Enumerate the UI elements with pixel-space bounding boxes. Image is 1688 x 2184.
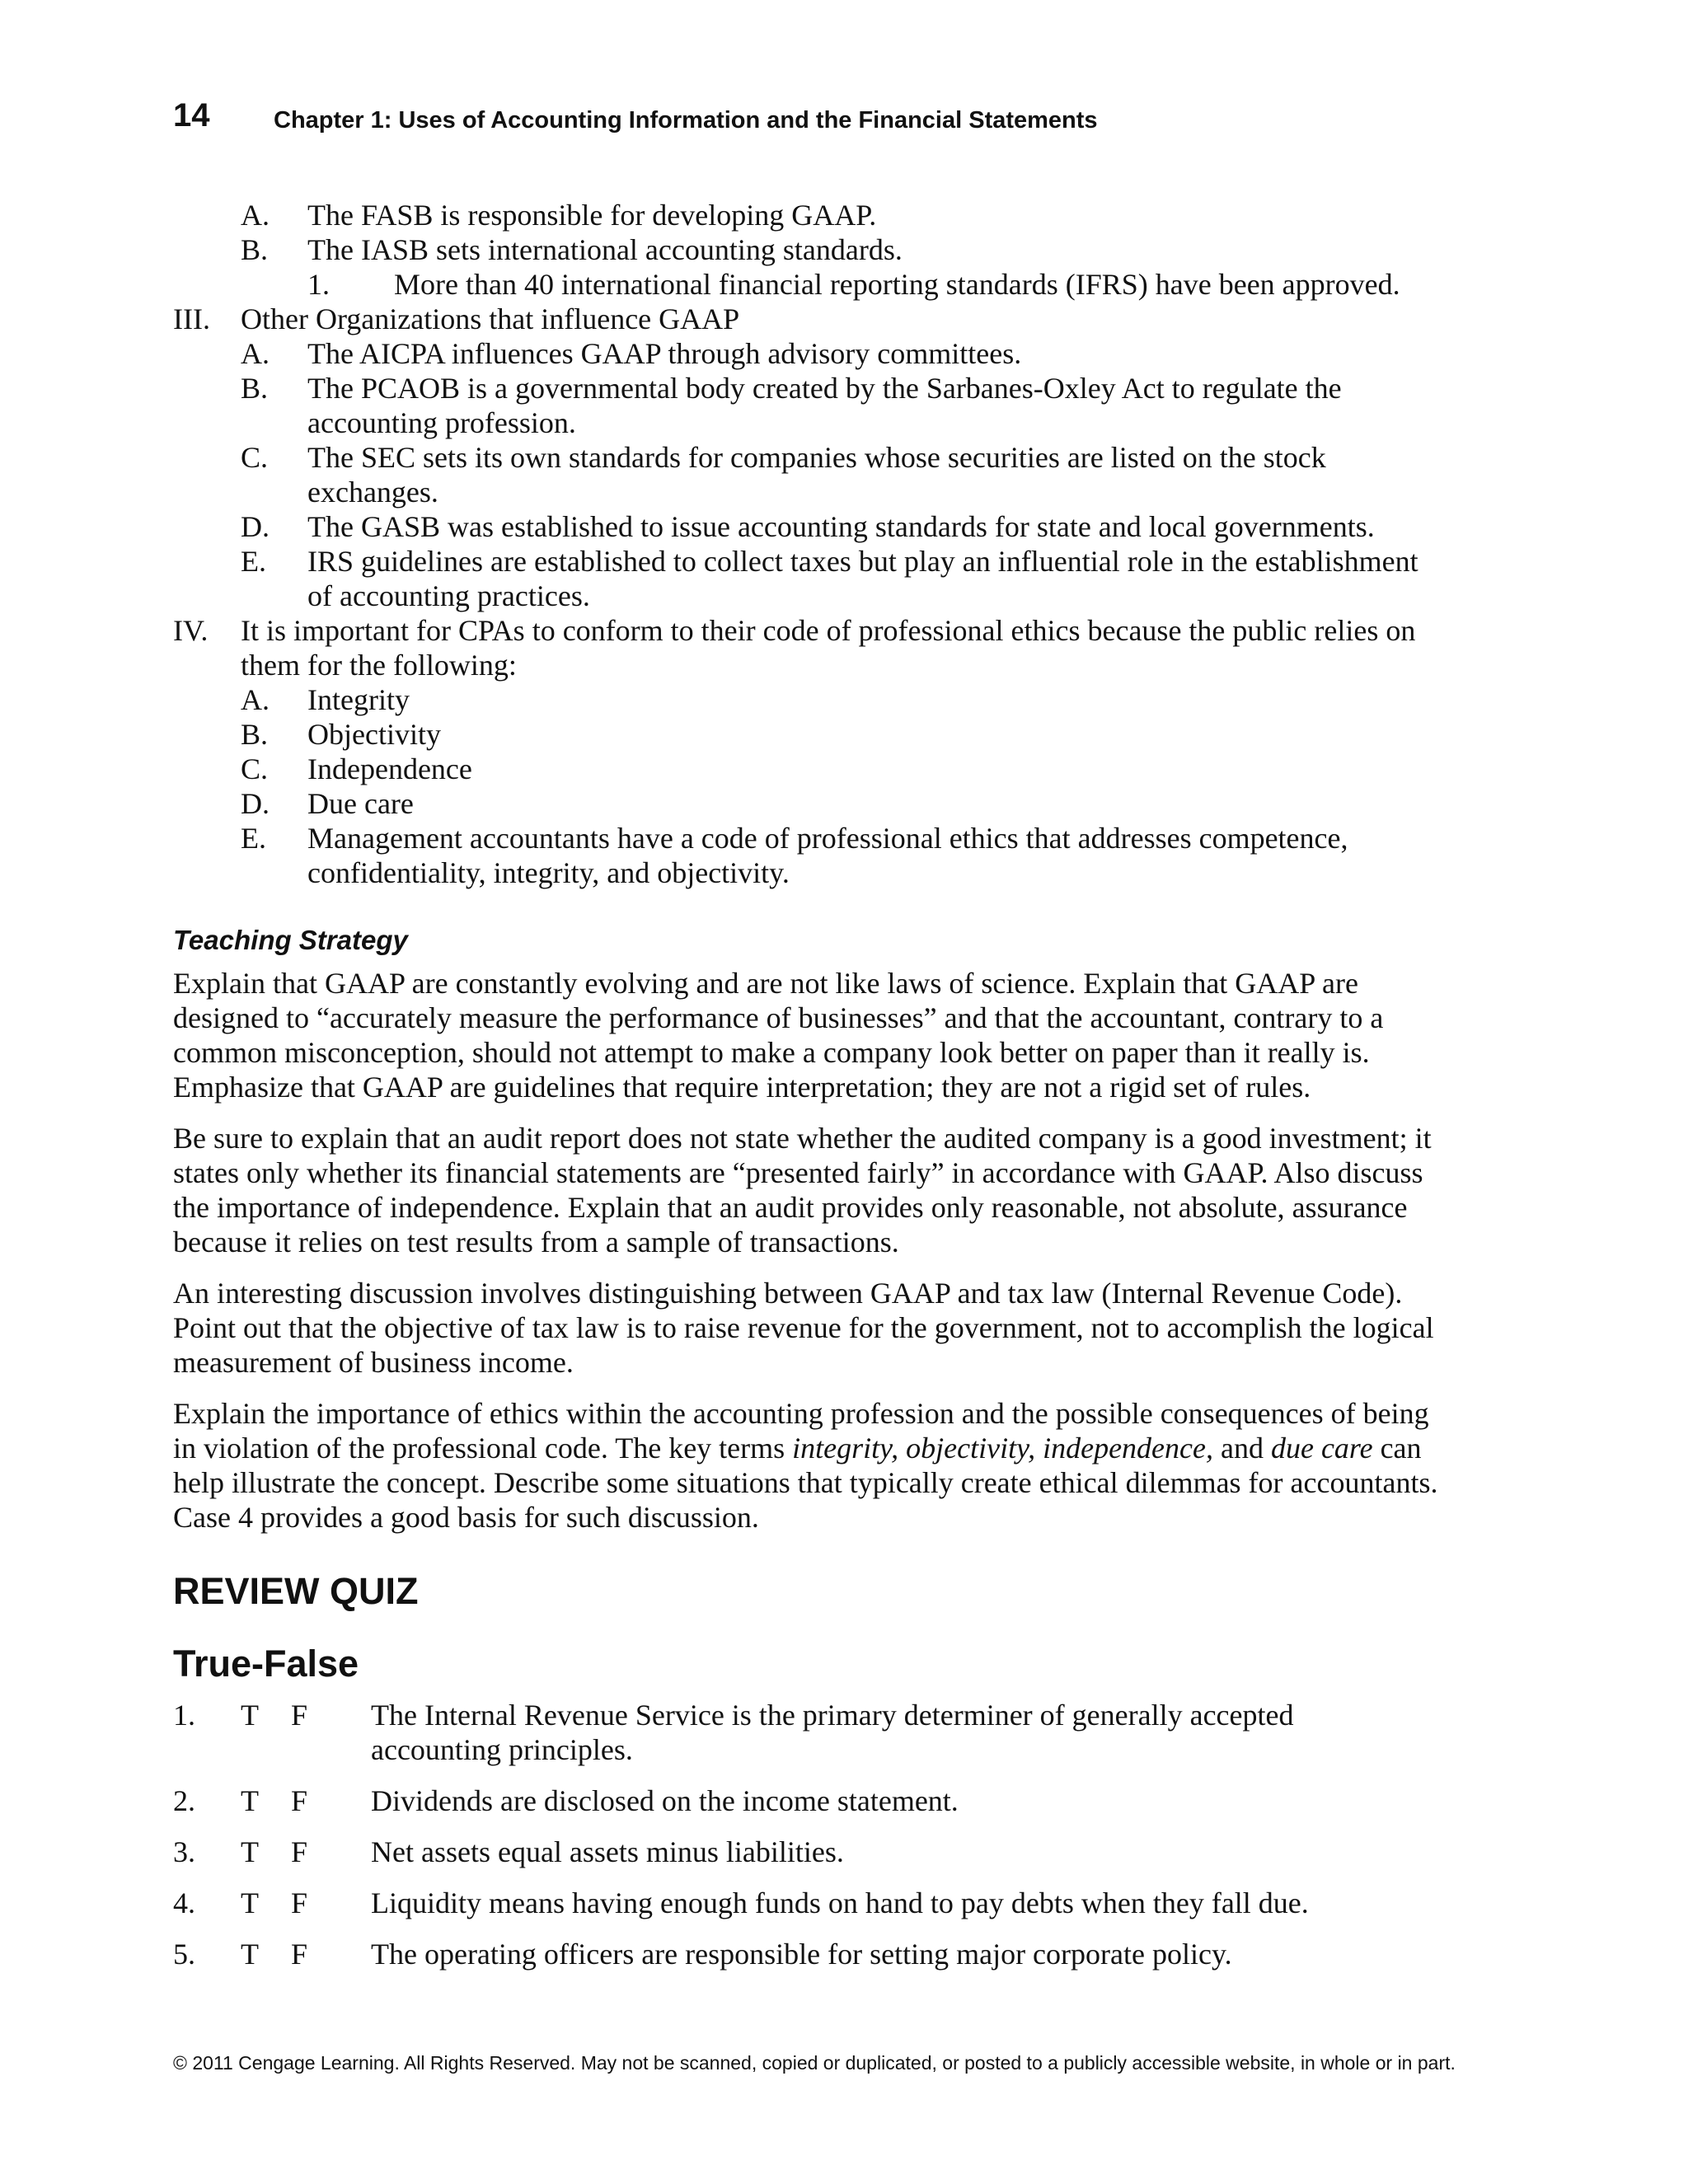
question-text: Net assets equal assets minus liabilities.	[371, 1835, 844, 1868]
teaching-strategy-body	[173, 966, 1442, 1551]
outline-label: B.	[241, 233, 269, 266]
true-option[interactable]: T	[241, 1938, 259, 1971]
outline-text: Objectivity	[307, 718, 441, 751]
true-false-title: True-False	[173, 1643, 359, 1685]
outline-item	[0, 302, 1688, 336]
strategy-paragraph: An interesting discussion involves distinguishing between GAAP and tax law (Internal Revenue Code). Point out that the objective of tax law is to raise revenue for the government, not to accomplish the logical measurement of business income.	[173, 1277, 1434, 1379]
question-text: Dividends are disclosed on the income statement.	[371, 1784, 959, 1817]
outline-item	[0, 371, 1688, 440]
outline-label: C.	[241, 752, 269, 785]
outline-label: E.	[241, 545, 266, 578]
outline-text: Due care	[307, 787, 414, 820]
true-option[interactable]: T	[241, 1886, 259, 1919]
question-text: The operating officers are responsible for setting major corporate policy.	[371, 1938, 1232, 1971]
outline-label: IV.	[173, 614, 209, 647]
question-number: 2.	[173, 1784, 195, 1817]
teaching-strategy-heading: Teaching Strategy	[173, 925, 408, 955]
outline-text: The IASB sets international accounting standards.	[307, 233, 903, 266]
outline-text: Other Organizations that influence GAAP	[241, 302, 740, 335]
paragraph-text: can help illustrate the concept. Describe some situations that typically create ethical dilemmas for accountants. Case 4 provides a good basis for such discussion.	[173, 1432, 1438, 1534]
outline-item	[0, 544, 1688, 613]
outline-label: A.	[241, 199, 270, 232]
outline-text: Integrity	[307, 683, 410, 716]
false-option[interactable]: F	[291, 1835, 308, 1868]
page-number: 14	[173, 97, 210, 134]
outline-label: E.	[241, 822, 266, 855]
true-false-questions	[0, 1698, 1688, 1988]
false-option[interactable]: F	[291, 1886, 308, 1919]
outline-item	[0, 198, 1688, 232]
outline-item	[0, 682, 1688, 717]
question-text: Liquidity means having enough funds on hand to pay debts when they fall due.	[371, 1886, 1309, 1919]
copyright-footer: © 2011 Cengage Learning. All Rights Reserved. May not be scanned, copied or duplicated, or posted to a publicly accessible website, in whole or in part.	[173, 2052, 1456, 2074]
quiz-question	[0, 1886, 1688, 1920]
question-number: 1.	[173, 1699, 195, 1732]
strategy-paragraph: Explain that GAAP are constantly evolving and are not like laws of science. Explain that GAAP are designed to “accurately measure the performance of businesses” and that the accountant, contrary to a common misconception, should not attempt to make a company look better on paper than it really is. Emphasize that GAAP are guidelines that require interpretation; they are not a rigid set of rules.	[173, 967, 1384, 1104]
outline-label: A.	[241, 683, 270, 716]
outline-label: B.	[241, 718, 269, 751]
outline-item	[0, 336, 1688, 371]
true-option[interactable]: T	[241, 1784, 259, 1817]
question-text: The Internal Revenue Service is the primary determiner of generally accepted accounting principles.	[371, 1699, 1294, 1766]
false-option[interactable]: F	[291, 1938, 308, 1971]
outline-item	[0, 613, 1688, 682]
outline-text: The AICPA influences GAAP through advisory committees.	[307, 337, 1022, 370]
outline-item	[0, 440, 1688, 509]
outline-label: D.	[241, 787, 270, 820]
paragraph-text: and	[1212, 1432, 1271, 1465]
chapter-title: Chapter 1: Uses of Accounting Information and the Financial Statements	[274, 107, 1098, 134]
strategy-paragraph: Be sure to explain that an audit report does not state whether the audited company is a good investment; it states only whether its financial statements are “presented fairly” in accordance with GAAP. Also discuss the importance of independence. Explain that an audit provides only reasonable, not absolute, assurance because it relies on test results from a sample of transactions.	[173, 1122, 1432, 1258]
outline-item	[0, 267, 1688, 302]
outline-text: More than 40 international financial reporting standards (IFRS) have been approved.	[394, 268, 1400, 301]
outline-label: III.	[173, 302, 210, 335]
outline-label: D.	[241, 510, 270, 543]
quiz-question	[0, 1698, 1688, 1767]
key-term: due care	[1270, 1432, 1373, 1465]
outline-item	[0, 821, 1688, 890]
outline-label: B.	[241, 372, 269, 405]
question-number: 5.	[173, 1938, 195, 1971]
outline-text: The FASB is responsible for developing GAAP.	[307, 199, 877, 232]
quiz-question	[0, 1937, 1688, 1971]
false-option[interactable]: F	[291, 1699, 308, 1732]
outline-item	[0, 717, 1688, 752]
lecture-outline	[0, 198, 1688, 890]
paragraph-text: Explain the importance of ethics within the accounting profession and the possible consequences of being in violation of the professional code. The key terms	[173, 1397, 1429, 1465]
outline-text: Independence	[307, 752, 472, 785]
quiz-question	[0, 1835, 1688, 1869]
outline-text: IRS guidelines are established to collect taxes but play an influential role in the establishment of accounting practices.	[307, 545, 1418, 612]
outline-label: 1.	[307, 268, 330, 301]
true-option[interactable]: T	[241, 1835, 259, 1868]
review-quiz-title: REVIEW QUIZ	[173, 1570, 419, 1612]
outline-item	[0, 752, 1688, 786]
outline-item	[0, 509, 1688, 544]
outline-text: The GASB was established to issue accounting standards for state and local governments.	[307, 510, 1375, 543]
outline-label: A.	[241, 337, 270, 370]
outline-item	[0, 786, 1688, 821]
outline-label: C.	[241, 441, 269, 474]
question-number: 3.	[173, 1835, 195, 1868]
strategy-paragraph	[173, 1396, 1442, 1535]
outline-text: The PCAOB is a governmental body created by the Sarbanes-Oxley Act to regulate the accounting profession.	[307, 372, 1342, 439]
outline-item	[0, 232, 1688, 267]
outline-text: Management accountants have a code of professional ethics that addresses competence, confidentiality, integrity, and objectivity.	[307, 822, 1348, 889]
false-option[interactable]: F	[291, 1784, 308, 1817]
question-number: 4.	[173, 1886, 195, 1919]
true-option[interactable]: T	[241, 1699, 259, 1732]
outline-text: The SEC sets its own standards for companies whose securities are listed on the stock exchanges.	[307, 441, 1326, 509]
quiz-question	[0, 1783, 1688, 1818]
key-terms: integrity, objectivity, independence,	[792, 1432, 1213, 1465]
outline-text: It is important for CPAs to conform to their code of professional ethics because the public relies on them for the following:	[241, 614, 1416, 682]
